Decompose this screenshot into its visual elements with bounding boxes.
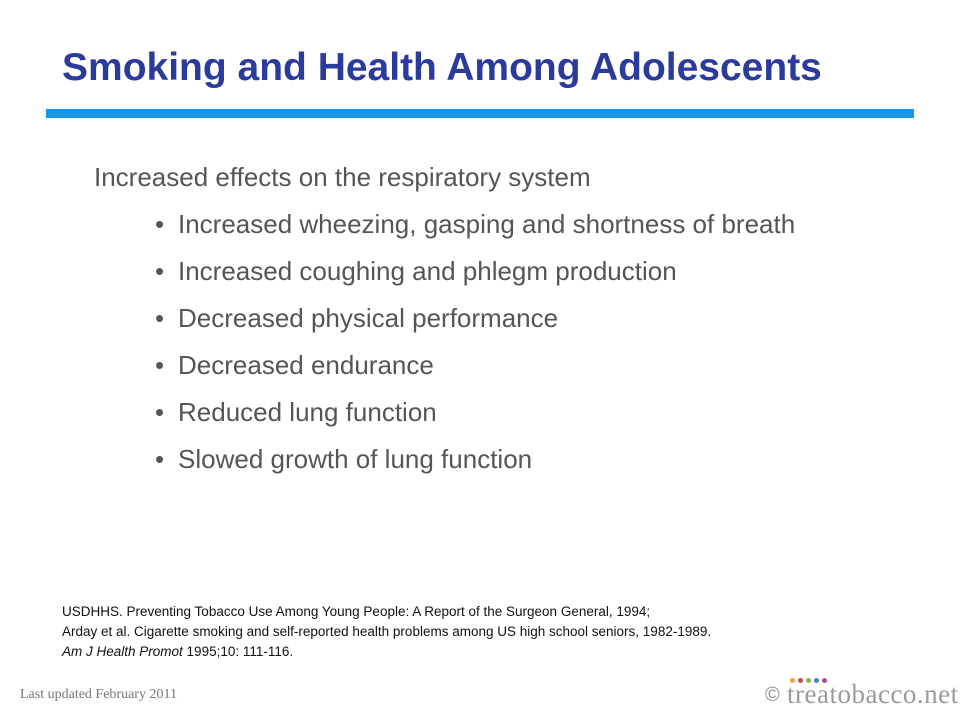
references [62,602,711,662]
bullet-text: Decreased endurance [178,350,434,380]
bullet-dot-icon: • [155,397,165,427]
bullet-list [155,208,875,490]
list-item [155,443,875,475]
journal-citation: 1995;10: 111-116. [182,644,294,659]
copyright-icon: © [765,684,780,706]
title-divider [46,109,914,118]
last-updated-text: Last updated February 2011 [20,687,177,702]
treatobacco-logo [765,670,959,710]
logo-dots [790,670,830,678]
bullet-text: Reduced lung function [178,397,437,427]
journal-name: Am J Health Promot [62,644,183,659]
bullet-text: Decreased physical performance [178,303,559,333]
bullet-dot-icon: • [155,256,165,286]
lead-text: Increased effects on the respiratory system [94,162,591,192]
bullet-dot-icon: • [155,209,165,239]
bullet-text: Slowed growth of lung function [178,444,533,474]
bullet-dot-icon: • [155,444,165,474]
list-item [155,396,875,428]
slide-title: Smoking and Health Among Adolescents [62,46,822,89]
list-item [155,349,875,381]
reference-line-3 [62,642,711,662]
list-item [155,302,875,334]
bullet-text: Increased coughing and phlegm production [178,256,677,286]
reference-line-1: USDHHS. Preventing Tobacco Use Among Young People: A Report of the Surgeon General, 1994; [62,604,651,619]
list-item [155,208,875,240]
list-item [155,255,875,287]
brand-name: treatobacco.net [787,679,959,709]
reference-line-2: Arday et al. Cigarette smoking and self-reported health problems among US high school seniors, 1982-1989. [62,624,712,639]
bullet-text: Increased wheezing, gasping and shortness of breath [178,209,796,239]
bullet-dot-icon: • [155,303,165,333]
bullet-dot-icon: • [155,350,165,380]
